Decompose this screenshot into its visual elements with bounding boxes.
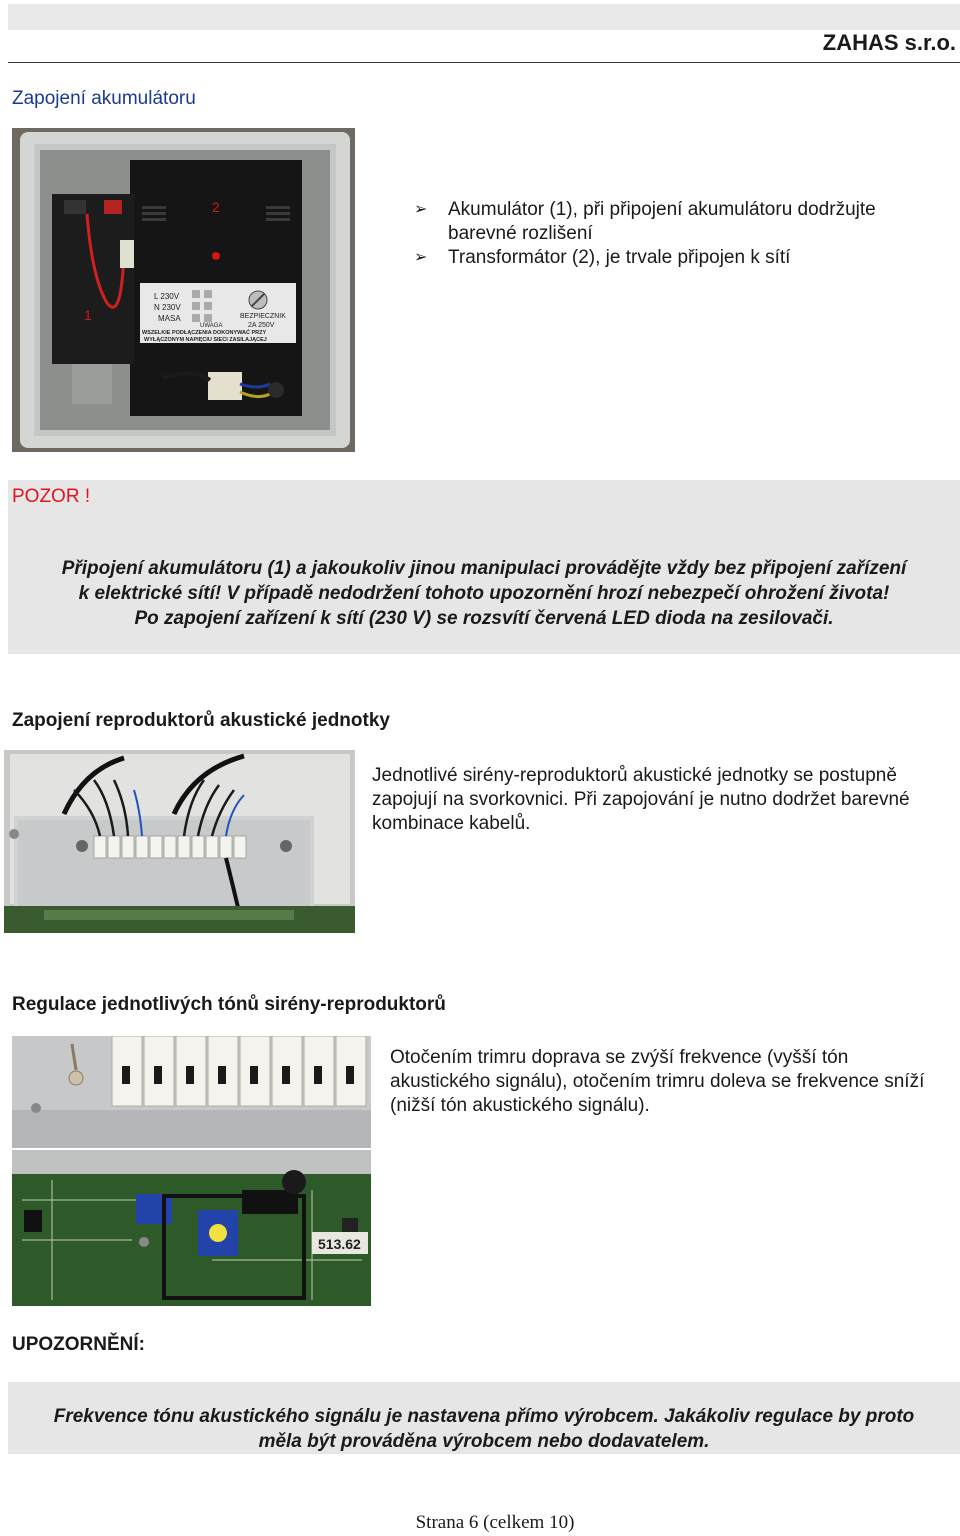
warning-text	[8, 556, 960, 631]
bullet-item	[410, 198, 930, 246]
bullet-text: Transformátor (2), je trvale připojen k sítí	[448, 247, 791, 268]
arrow-bullet-icon: ➢	[414, 249, 428, 266]
notice-title: UPOZORNĚNÍ:	[12, 1334, 145, 1355]
warning-line: Po zapojení zařízení k sítí (230 V) se rozsvítí červená LED dioda na zesilovači.	[134, 608, 834, 629]
trimmer-photo-top	[12, 1036, 371, 1148]
fuse-label: BEZPIECZNIK	[240, 313, 286, 320]
header-bar	[8, 4, 960, 30]
section-title-regulation: Regulace jednotlivých tónů sirény-reproduktorů	[12, 994, 446, 1015]
battery-photo	[12, 128, 355, 452]
notice-line: měla být prováděna výrobcem nebo dodavatelem.	[258, 1431, 710, 1452]
company-name: ZAHAS s.r.o.	[822, 30, 956, 55]
notice-text	[8, 1404, 960, 1454]
warning-line: k elektrické sítí! V případě nedodržení tohoto upozornění hrozí nebezpečí ohrožení života!	[78, 583, 890, 604]
pcb-label: 513.62	[318, 1236, 361, 1252]
battery-bullet-list	[410, 198, 930, 270]
section-title-battery: Zapojení akumulátoru	[12, 88, 196, 109]
terminal-photo	[4, 750, 355, 933]
label-num-1: 1	[84, 307, 92, 323]
plate-line-1: L 230V	[154, 292, 180, 301]
speakers-text: Jednotlivé sirény-reproduktorů akustické jednotky se postupně zapojují na svorkovnici. Při zapojování je nutno dodržet barevné kombinace kabelů.	[372, 765, 910, 834]
fuse-value: 2A 250V	[248, 322, 275, 329]
trimmer-photo-pcb	[12, 1150, 371, 1306]
header-divider	[8, 62, 960, 63]
bullet-text: Akumulátor (1), při připojení akumulátoru dodržujte barevné rozlišení	[448, 199, 876, 244]
arrow-bullet-icon: ➢	[414, 201, 428, 218]
notice-line: Frekvence tónu akustického signálu je nastavena přímo výrobcem. Jakákoliv regulace by proto	[53, 1406, 915, 1427]
section-title-speakers: Zapojení reproduktorů akustické jednotky	[12, 710, 390, 731]
plate-line-2: N 230V	[154, 303, 181, 312]
plate-line-3: MASA	[158, 314, 181, 323]
bullet-item	[410, 246, 930, 270]
page-number: Strana 6 (celkem 10)	[415, 1512, 575, 1533]
warn-line-2: WYŁĄCZONYM NAPIĘCIU SIECI ZASILAJĄCEJ	[144, 337, 267, 343]
regulation-text: Otočením trimru doprava se zvýší frekvence (vyšší tón akustického signálu), otočením trimru doleva se frekvence sníží (nižší tón akustického signálu).	[390, 1047, 925, 1116]
label-num-2: 2	[212, 199, 220, 215]
warning-line: Připojení akumulátoru (1) a jakoukoliv jinou manipulaci provádějte vždy bez připojení zařízení	[61, 558, 907, 579]
uwaga-label: UWAGA	[200, 323, 223, 329]
warn-line-1: WSZELKIE PODŁĄCZENIA DOKONYWAĆ PRZY	[142, 330, 267, 336]
warning-label: POZOR !	[12, 486, 91, 507]
